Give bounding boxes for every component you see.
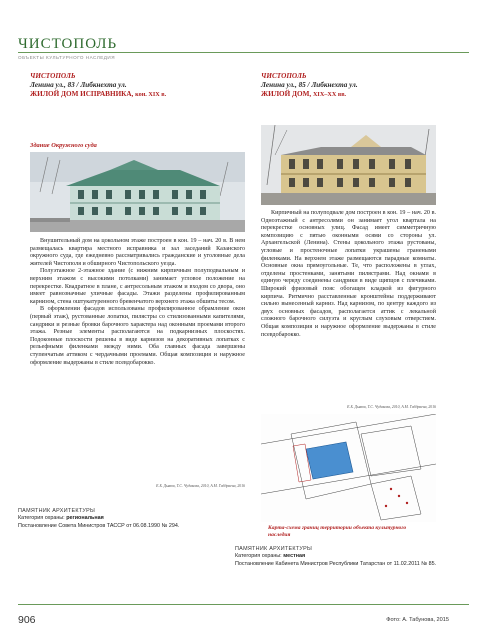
right-info-block: [235, 546, 445, 568]
left-paragraph: Полуэтажное 2-этажное здание (с нижним кирпичным полуподвальным и верхним этажом с высокими потолками) занимает угловое положение на перекрестке. Квадратное в плане, с антресольным этажом и входом со двора, оно имеет равнозначные уличные фасады. Этажи разделены профилированным карнизом, стена оштукатуренного бревенчатого верхнего этажа обшиты тесом.: [30, 268, 245, 305]
left-period: кон. XIX в.: [135, 91, 167, 98]
right-protection-category: [235, 553, 445, 560]
right-address: Ленина ул., 85 / Либкнехта ул.: [261, 81, 358, 89]
right-heading: [261, 72, 471, 98]
right-monument-label: ПАМЯТНИК АРХИТЕКТУРЫ: [235, 546, 313, 552]
right-category-value: местная: [283, 553, 306, 560]
right-body-text: [261, 210, 436, 339]
left-protection-category: [18, 515, 258, 522]
right-authors-credit: Е.Б. Дьяков, Т.С. Чудакова, 2010, А.М. Габдраева, 2016: [347, 405, 436, 409]
left-paragraph: Внушительный дом на цокольном этаже построен в кон. 19 – нач. 20 в. В нем размещалась квартира местного исправника и зал заседаний Казанского окружного суда, где ежедневно рассматривались гражданские и уголовные дела жителей Чистополя и обширного Чистопольского уезда.: [30, 238, 245, 267]
left-photo-art: [30, 152, 245, 232]
right-category-prefix: Категория охраны:: [235, 553, 282, 560]
right-paragraph: Кирпичный на полуподвале дом построен в кон. 19 – нач. 20 в. Одноэтажный с антресолями он занимает угол квартала на перекрестке основных улиц. Фасад имеет симметричную композицию с пятью оконными осями со стороны ул. Архангельской (Ленина). Стены цокольного этажа рустованы, угловые и простеночные лопатки украшены гранеными филенками. На верхнем этаже размещаются парадные комнаты. Основные окна прямоугольные. Те, что расположены в углах, отделены простенками, занятыми пилястрами. Над окнами в единую череду соединены сандрики в виде щипцов с плечиками. Широкий фризовый пояс обогащен кладкой из фигурного кирпича. Ритмично расставленные кронштейны поддерживают сильно вынесенный карниз. Над карнизом, по центру каждого из двух основных фасадов, располагается аттик с лекальной сложного барочного силуэта и круглым слуховым отверстием. Общая композиция и наружное оформление выдержаны в стиле псевдобарокко.: [261, 210, 436, 338]
territory-map-art: [261, 414, 436, 522]
left-heading: [30, 72, 240, 98]
left-info-block: [18, 508, 258, 530]
left-category-value: региональная: [66, 515, 104, 522]
left-category-prefix: Категория охраны:: [18, 515, 65, 522]
left-decree: Постановление Совета Министров ТАССР от 06.08.1990 № 294.: [18, 522, 180, 529]
left-authors-credit: Е.Б. Дьяков, Т.С. Чудакова, 2010, А.М. Габдраева, 2016: [156, 484, 245, 488]
right-photo-art: [261, 125, 436, 205]
right-object-title: [261, 90, 471, 98]
right-period: XIX–XX вв.: [312, 91, 347, 98]
page-number: 906: [18, 614, 36, 626]
right-decree: Постановление Кабинета Министров Республики Татарстан от 11.02.2011 № 85.: [235, 560, 437, 567]
left-city: ЧИСТОПОЛЬ: [30, 72, 76, 80]
right-building-photo: [261, 125, 436, 205]
map-caption: Карта-схема границ территории объекта культурного наследия: [268, 525, 407, 538]
photo-credit: Фото: А. Табунова, 2015: [386, 617, 449, 623]
page-title: ЧИСТОПОЛЬ: [18, 36, 118, 52]
left-address: Ленина ул., 83 / Либкнехта ул.: [30, 81, 127, 89]
territory-map: [261, 414, 436, 522]
left-building-photo: [30, 152, 245, 232]
left-title-text: ЖИЛОЙ ДОМ ИСПРАВНИКА,: [30, 90, 134, 98]
right-title-text: ЖИЛОЙ ДОМ,: [261, 90, 312, 98]
header-rule: [18, 52, 469, 53]
left-object-title: [30, 90, 240, 98]
right-city: ЧИСТОПОЛЬ: [261, 72, 307, 80]
left-monument-label: ПАМЯТНИК АРХИТЕКТУРЫ: [18, 508, 96, 514]
left-subhead: Здание Окружного суда: [30, 142, 97, 149]
left-body-text: [30, 238, 245, 367]
footer-rule: [18, 604, 469, 605]
left-paragraph: В оформлении фасадов использованы профилированное обрамление окон (первый этаж), рустованные лопатки, пилястры со стилизованными капителями, сандрики и резные бровки барочного характера над оконными проемами второго этажа. Резные элементы располагаются на подкарнизных плоскостях. Подоконные плоскости решены в виде карнизов на декоративных лопатках с рельефными филенками между ними. Оба главных фасада завершены ступенчатым аттиком с чердачными проемами. Общая композиция и наружное оформление выдержаны в стиле псевдобарокко.: [30, 306, 245, 366]
page-subtitle: ОБЪЕКТЫ КУЛЬТУРНОГО НАСЛЕДИЯ: [18, 55, 116, 60]
